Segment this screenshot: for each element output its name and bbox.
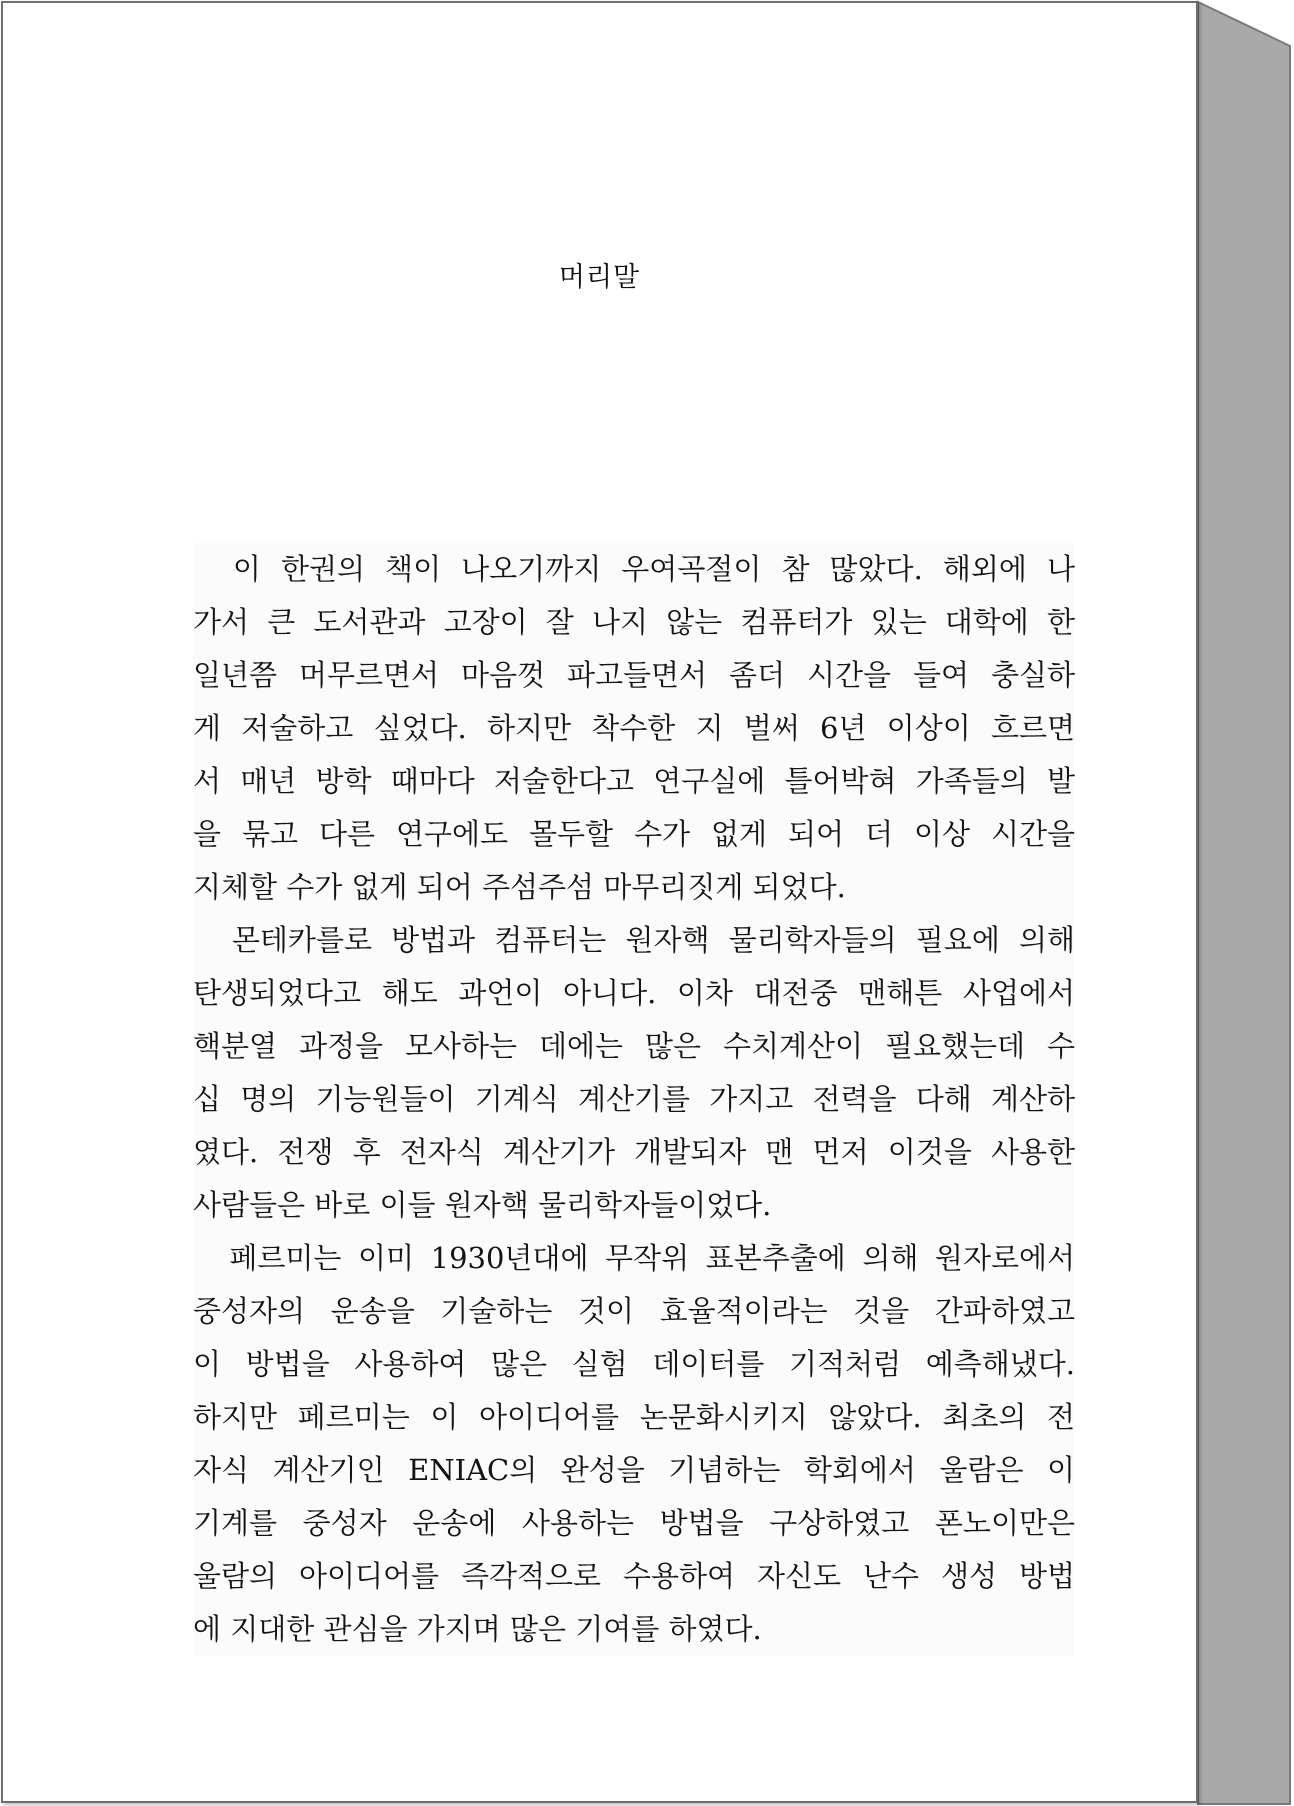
text-line: 핵분열 과정을 모사하는 데에는 많은 수치계산이 필요했는데 수: [193, 1029, 1075, 1063]
text-line: 울람의 아이디어를 즉각적으로 수용하여 자신도 난수 생성 방법: [193, 1559, 1075, 1593]
text-line: 이 방법을 사용하여 많은 실험 데이터를 기적처럼 예측해냈다.: [193, 1347, 1075, 1381]
text-line: 중성자의 운송을 기술하는 것이 효율적이라는 것을 간파하였고: [193, 1294, 1075, 1328]
text-line: 일년쯤 머무르면서 마음껏 파고들면서 좀더 시간을 들여 충실하: [193, 658, 1075, 692]
text-line: 이 한권의 책이 나오기까지 우여곡절이 참 많았다. 해외에 나: [193, 552, 1075, 586]
text-line: 기계를 중성자 운송에 사용하는 방법을 구상하였고 폰노이만은: [193, 1506, 1075, 1540]
text-line: 게 저술하고 싶었다. 하지만 착수한 지 벌써 6년 이상이 흐르면: [193, 711, 1075, 745]
paragraph: [193, 543, 1075, 914]
text-line: 자식 계산기인 ENIAC의 완성을 기념하는 학회에서 울람은 이: [193, 1453, 1075, 1487]
text-line: 몬테카를로 방법과 컴퓨터는 원자핵 물리학자들의 필요에 의해: [193, 923, 1075, 957]
paragraph: [193, 914, 1075, 1232]
text-line: 페르미는 이미 1930년대에 무작위 표본추출에 의해 원자로에서: [193, 1241, 1075, 1275]
book-side-face: [1198, 2, 1290, 1804]
text-line: 가서 큰 도서관과 고장이 잘 나지 않는 컴퓨터가 있는 대학에 한: [193, 605, 1075, 639]
book-page: [1, 1, 1198, 1803]
page-title: 머리말: [558, 262, 641, 293]
text-line: 였다. 전쟁 후 전자식 계산기가 개발되자 맨 먼저 이것을 사용한: [193, 1135, 1075, 1169]
text-line: 탄생되었다고 해도 과언이 아니다. 이차 대전중 맨해튼 사업에서: [193, 976, 1075, 1010]
paragraph: [193, 1232, 1075, 1656]
text-line: 에 지대한 관심을 가지며 많은 기여를 하였다.: [193, 1612, 762, 1646]
text-line: 사람들은 바로 이들 원자핵 물리학자들이었다.: [193, 1188, 772, 1222]
text-line: 십 명의 기능원들이 기계식 계산기를 가지고 전력을 다해 계산하: [193, 1082, 1075, 1116]
text-line: 지체할 수가 없게 되어 주섬주섬 마무리짓게 되었다.: [193, 870, 846, 904]
text-line: 하지만 페르미는 이 아이디어를 논문화시키지 않았다. 최초의 전: [193, 1400, 1075, 1434]
text-line: 서 매년 방학 때마다 저술한다고 연구실에 틀어박혀 가족들의 발: [193, 764, 1075, 798]
body-text: [193, 543, 1075, 1656]
text-line: 을 묶고 다른 연구에도 몰두할 수가 없게 되어 더 이상 시간을: [193, 817, 1075, 851]
